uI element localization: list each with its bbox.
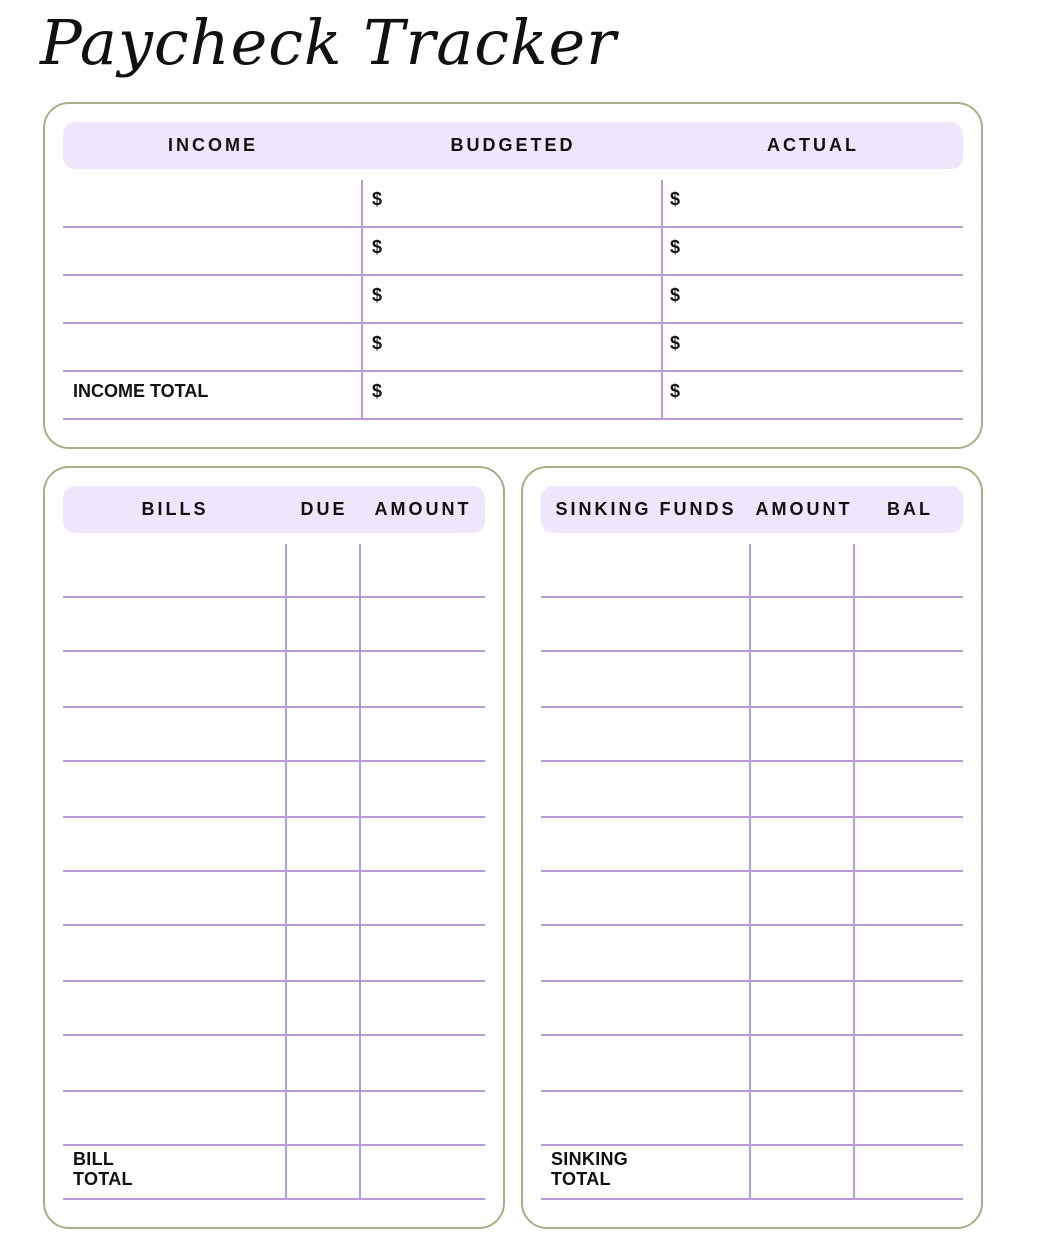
income-row-line	[63, 322, 963, 324]
sinking-row-line	[541, 1090, 963, 1092]
bill-total-label-line2: TOTAL	[73, 1169, 133, 1189]
income-divider-1	[361, 180, 363, 419]
income-row-line	[63, 274, 963, 276]
actual-currency-1: $	[670, 189, 681, 209]
income-row-line	[63, 226, 963, 228]
bills-row-line	[63, 1144, 485, 1146]
sinking-row-line	[541, 1198, 963, 1200]
sinking-amount-header-label: AMOUNT	[755, 499, 853, 519]
income-divider-2	[661, 180, 663, 419]
sinking-row-line	[541, 1144, 963, 1146]
sinking-row-line	[541, 924, 963, 926]
bills-panel	[43, 466, 505, 1229]
bills-row-line	[63, 760, 485, 762]
actual-header-label: ACTUAL	[767, 135, 859, 155]
bills-amount-header-label: AMOUNT	[374, 499, 472, 519]
sinking-row-line	[541, 1034, 963, 1036]
bill-total-label-line1: BILL	[73, 1149, 115, 1169]
income-header-bar	[63, 122, 963, 169]
bills-row-line	[63, 870, 485, 872]
income-row-line	[63, 370, 963, 372]
sinking-row-line	[541, 870, 963, 872]
actual-total-currency: $	[670, 381, 681, 401]
budgeted-currency-3: $	[372, 285, 383, 305]
bills-row-line	[63, 816, 485, 818]
bills-row-line	[63, 596, 485, 598]
bills-header-label: BILLS	[141, 499, 209, 519]
sinking-total-label-line1: SINKING	[551, 1149, 629, 1169]
sinking-total-label-line2: TOTAL	[551, 1169, 611, 1189]
bills-row-line	[63, 1090, 485, 1092]
sinking-row-line	[541, 816, 963, 818]
sinking-funds-panel	[521, 466, 983, 1229]
actual-currency-3: $	[670, 285, 681, 305]
budgeted-currency-4: $	[372, 333, 383, 353]
bills-row-line	[63, 650, 485, 652]
sinking-row-line	[541, 980, 963, 982]
due-header-label: DUE	[300, 499, 348, 519]
sinking-row-line	[541, 650, 963, 652]
bills-row-line	[63, 1198, 485, 1200]
bills-row-line	[63, 1034, 485, 1036]
sinking-header-bar	[541, 486, 963, 533]
budgeted-currency-1: $	[372, 189, 383, 209]
budgeted-total-currency: $	[372, 381, 383, 401]
bills-row-line	[63, 980, 485, 982]
bills-row-line	[63, 924, 485, 926]
bal-header-label: BAL	[887, 499, 933, 519]
sinking-funds-header-label: SINKING FUNDS	[555, 499, 737, 519]
budgeted-currency-2: $	[372, 237, 383, 257]
income-header-label: INCOME	[168, 135, 258, 155]
actual-currency-4: $	[670, 333, 681, 353]
income-total-label: INCOME TOTAL	[73, 381, 209, 401]
actual-currency-2: $	[670, 237, 681, 257]
bills-header-bar	[63, 486, 485, 533]
page-title: Paycheck Tracker	[40, 6, 617, 79]
bills-row-line	[63, 706, 485, 708]
sinking-row-line	[541, 596, 963, 598]
sinking-row-line	[541, 706, 963, 708]
sinking-row-line	[541, 760, 963, 762]
income-row-line	[63, 418, 963, 420]
budgeted-header-label: BUDGETED	[450, 135, 576, 155]
